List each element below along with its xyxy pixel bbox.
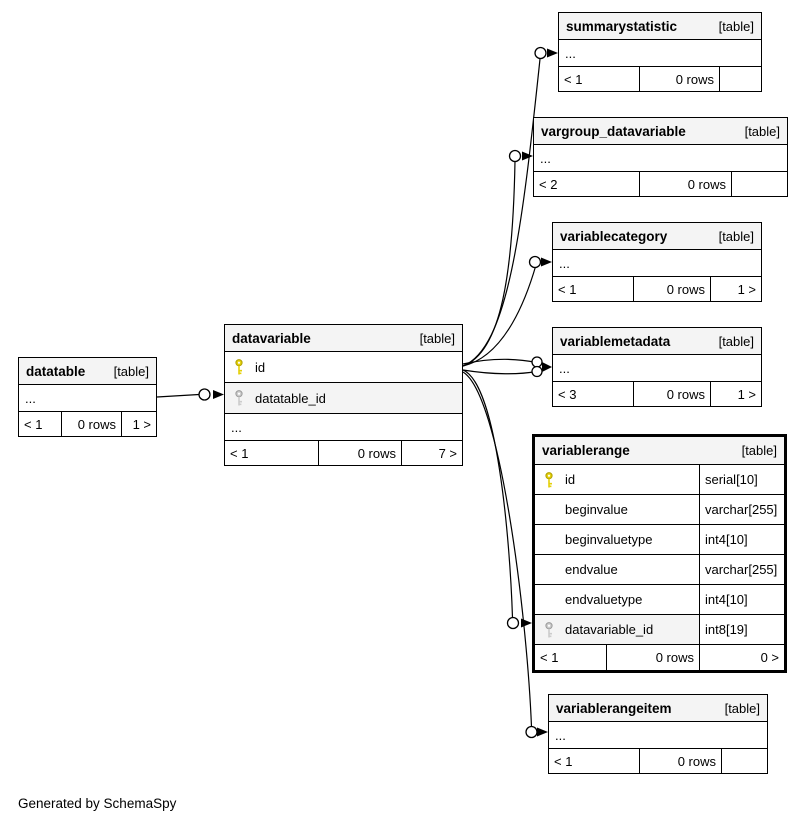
column-type: int4[10] — [699, 585, 784, 614]
column-type: varchar[255] — [699, 555, 784, 584]
connector-circle-variablerange — [508, 618, 519, 629]
table-footer — [534, 171, 787, 196]
footer-children — [719, 67, 761, 91]
column-name: endvaluetype — [565, 592, 643, 607]
foreign-key-icon — [543, 621, 555, 638]
connector-datavariable-vargroup — [463, 161, 515, 366]
foreign-key-icon — [233, 390, 245, 407]
column-type: int8[19] — [699, 615, 784, 644]
column-type: int4[10] — [699, 525, 784, 554]
footer-children: 1 > — [710, 382, 761, 406]
footer-parents: < 3 — [558, 386, 577, 402]
footer-rows: 0 rows — [639, 749, 721, 773]
table-badge: [table] — [741, 443, 777, 458]
table-badge: [table] — [724, 700, 760, 716]
footer-rows: 0 rows — [633, 277, 710, 301]
table-header[interactable] — [549, 695, 767, 721]
connector-arrow-datavariable — [213, 390, 224, 399]
column-row-beginvaluetype — [535, 524, 784, 554]
table-footer — [553, 381, 761, 406]
footer-children: 0 > — [699, 645, 784, 670]
column-row-id — [225, 351, 462, 382]
table-name: variablerange — [542, 443, 630, 458]
connector-arrow-summarystatistic — [547, 49, 558, 58]
collapsed-columns-row: ... — [19, 384, 156, 411]
connector-circle-variablemetadata-1 — [532, 357, 542, 367]
connector-circle-variablemetadata-2 — [532, 367, 542, 377]
table-header[interactable] — [553, 328, 761, 354]
table-summarystatistic[interactable] — [558, 12, 762, 92]
column-name: id — [255, 359, 266, 375]
table-vargroup-datavariable[interactable] — [533, 117, 788, 197]
connector-arrow-variablecategory — [541, 258, 552, 267]
column-name: beginvalue — [565, 502, 628, 517]
table-header[interactable] — [534, 118, 787, 144]
footer-parents: < 1 — [554, 753, 573, 769]
table-badge: [table] — [113, 363, 149, 379]
table-name: variablemetadata — [560, 333, 671, 349]
connector-datavariable-summarystatistic — [463, 59, 540, 366]
connector-arrow-variablerangeitem — [537, 728, 548, 737]
collapsed-columns-row: ... — [553, 249, 761, 276]
connector-datavariable-variablemetadata-2 — [463, 370, 536, 374]
column-name: datavariable_id — [565, 622, 654, 637]
footer-rows: 0 rows — [639, 67, 719, 91]
table-badge: [table] — [744, 123, 780, 139]
table-variablecategory[interactable] — [552, 222, 762, 302]
column-row-datatable-id — [225, 382, 462, 413]
connector-arrow-variablemetadata — [542, 362, 552, 372]
table-name: datavariable — [232, 330, 311, 346]
footer-rows: 0 rows — [61, 412, 121, 436]
table-name: datatable — [26, 363, 86, 379]
column-row-beginvalue — [535, 494, 784, 524]
table-header[interactable] — [225, 325, 462, 351]
collapsed-columns-row: ... — [534, 144, 787, 171]
footer-parents: < 2 — [539, 176, 558, 192]
footer-parents: < 1 — [564, 71, 583, 87]
table-datavariable[interactable] — [224, 324, 463, 466]
footer-children: 7 > — [401, 441, 462, 465]
footer-parents: < 1 — [24, 416, 43, 432]
collapsed-columns-row: ... — [553, 354, 761, 381]
column-row-endvalue — [535, 554, 784, 584]
connector-circle-summarystatistic — [535, 48, 546, 59]
primary-key-icon — [543, 471, 555, 488]
table-badge: [table] — [419, 330, 455, 346]
connector-circle-datavariable — [199, 389, 210, 400]
footer-parents: < 1 — [558, 281, 577, 297]
table-name: variablerangeitem — [556, 700, 672, 716]
footer-children: 1 > — [121, 412, 156, 436]
table-variablemetadata[interactable] — [552, 327, 762, 407]
column-row-datavariable-id — [535, 614, 784, 644]
table-footer — [559, 66, 761, 91]
footer-rows: 0 rows — [639, 172, 731, 196]
connector-arrow-variablerange — [521, 619, 532, 628]
table-badge: [table] — [718, 333, 754, 349]
column-name: id — [565, 472, 576, 487]
table-header[interactable] — [19, 358, 156, 384]
connector-datavariable-variablerangeitem — [463, 372, 532, 727]
table-variablerange[interactable] — [532, 434, 787, 673]
table-footer — [549, 748, 767, 773]
collapsed-columns-row: ... — [225, 413, 462, 440]
table-header[interactable] — [553, 223, 761, 249]
table-header[interactable] — [559, 13, 761, 39]
footer-parents: < 1 — [540, 650, 559, 665]
table-footer — [553, 276, 761, 301]
collapsed-columns-row: ... — [559, 39, 761, 66]
footer-children — [721, 749, 767, 773]
connector-circle-variablerangeitem — [526, 727, 537, 738]
table-footer — [19, 411, 156, 436]
table-variablerangeitem[interactable] — [548, 694, 768, 774]
table-name: summarystatistic — [566, 18, 678, 34]
footer-children: 1 > — [710, 277, 761, 301]
connector-arrow-vargroup — [522, 152, 533, 161]
table-datatable[interactable] — [18, 357, 157, 437]
table-footer — [225, 440, 462, 465]
table-badge: [table] — [718, 18, 754, 34]
column-row-endvaluetype — [535, 584, 784, 614]
connector-datatable-datavariable — [157, 395, 199, 398]
table-header[interactable] — [535, 437, 784, 464]
connector-circle-vargroup — [510, 151, 521, 162]
collapsed-columns-row: ... — [549, 721, 767, 748]
column-type: serial[10] — [699, 465, 784, 494]
column-type: varchar[255] — [699, 495, 784, 524]
footer-rows: 0 rows — [318, 441, 401, 465]
column-row-id — [535, 464, 784, 494]
table-name: variablecategory — [560, 228, 668, 244]
generated-by-credit: Generated by SchemaSpy — [18, 796, 177, 811]
table-badge: [table] — [718, 228, 754, 244]
primary-key-icon — [233, 359, 245, 376]
footer-children — [731, 172, 787, 196]
table-footer — [535, 644, 784, 670]
footer-rows: 0 rows — [606, 645, 699, 670]
footer-rows: 0 rows — [633, 382, 710, 406]
column-name: beginvaluetype — [565, 532, 653, 547]
table-name: vargroup_datavariable — [541, 123, 686, 139]
footer-parents: < 1 — [230, 445, 249, 461]
column-name: endvalue — [565, 562, 618, 577]
connector-circle-variablecategory — [530, 257, 541, 268]
column-name: datatable_id — [255, 390, 326, 406]
